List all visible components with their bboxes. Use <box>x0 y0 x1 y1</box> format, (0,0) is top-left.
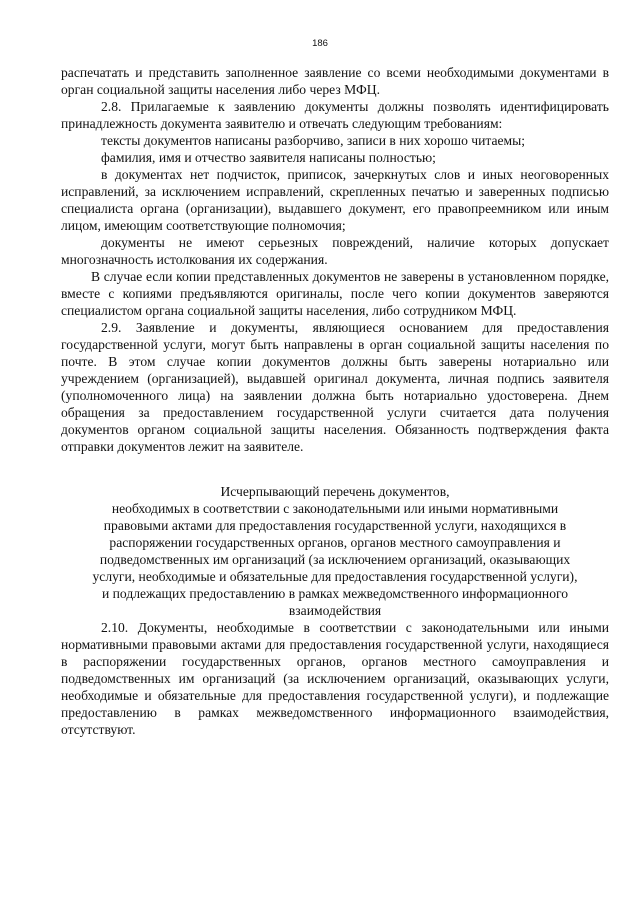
requirement-legible: тексты документов написаны разборчиво, записи в них хорошо читаемы; <box>101 133 526 148</box>
paragraph-2-8: 2.8. Прилагаемые к заявлению документы должны позволять идентифицировать принадлежность документа заявителю и отвечать следующим требованиям: <box>61 99 609 131</box>
heading-line: распоряжении государственных органов, органов местного самоуправления и <box>109 535 561 550</box>
paragraph-continuation: распечатать и представить заполненное заявление со всеми необходимыми документами в орган социальной защиты населения либо через МФЦ. <box>61 65 609 97</box>
heading-line: правовыми актами для предоставления государственной услуги, находящихся в <box>103 518 567 533</box>
heading-line: взаимодействия <box>288 603 382 618</box>
heading-line: подведомственных им организаций (за исключением организаций, оказывающих <box>99 552 571 567</box>
heading-line: и подлежащих предоставлению в рамках межведомственного информационного <box>101 586 569 601</box>
requirement-no-damage: документы не имеют серьезных повреждений, наличие которых допускает многозначность истолкования их содержания. <box>61 235 609 267</box>
heading-line: услуги, необходимые и обязательные для предоставления государственной услуги), <box>92 569 578 584</box>
page-number: 186 <box>312 38 328 49</box>
paragraph-2-10: 2.10. Документы, необходимые в соответствии с законодательными или иными нормативными правовыми актами для предоставления государственной услуги, находящиеся в распоряжении государственных органов, органов местного самоуправления и подведомственных им организаций (за исключением организаций, оказывающих услуги, необходимые и обязательные для предоставления государственной услуги), и подлежащие предоставлению в рамках межведомственного информационного взаимодействия, отсутствуют. <box>61 620 609 737</box>
section-heading <box>61 483 609 619</box>
heading-line: необходимых в соответствии с законодательными или иными нормативными <box>111 501 559 516</box>
document-body <box>61 64 609 738</box>
heading-line: Исчерпывающий перечень документов, <box>220 484 450 499</box>
requirement-no-corrections: в документах нет подчисток, приписок, зачеркнутых слов и иных неоговоренных исправлений, за исключением исправлений, скрепленных печатью и заверенных подписью специалиста органа (организации), выдавшего документ, его правопреемником или иным лицом, имеющим соответствующие полномочия; <box>61 167 609 233</box>
requirement-full-name: фамилия, имя и отчество заявителя написаны полностью; <box>101 150 436 165</box>
paragraph-copies: В случае если копии представленных документов не заверены в установленном порядке, вместе с копиями предъявляются оригиналы, после чего копии документов заверяются специалистом органа социальной защиты населения, либо сотрудником МФЦ. <box>61 269 609 318</box>
paragraph-2-9: 2.9. Заявление и документы, являющиеся основанием для предоставления государственной услуги, могут быть направлены в орган социальной защиты населения по почте. В этом случае копии документов должны быть заверены нотариально или учреждением (организацией), выдавшей оригинал документа, личная подпись заявителя (уполномоченного лица) на заявлении должна быть нотариально удостоверена. Днем обращения за предоставлением государственной услуги считается дата получения документов органом социальной защиты населения. Обязанность подтверждения факта отправки документов лежит на заявителе. <box>61 320 609 454</box>
